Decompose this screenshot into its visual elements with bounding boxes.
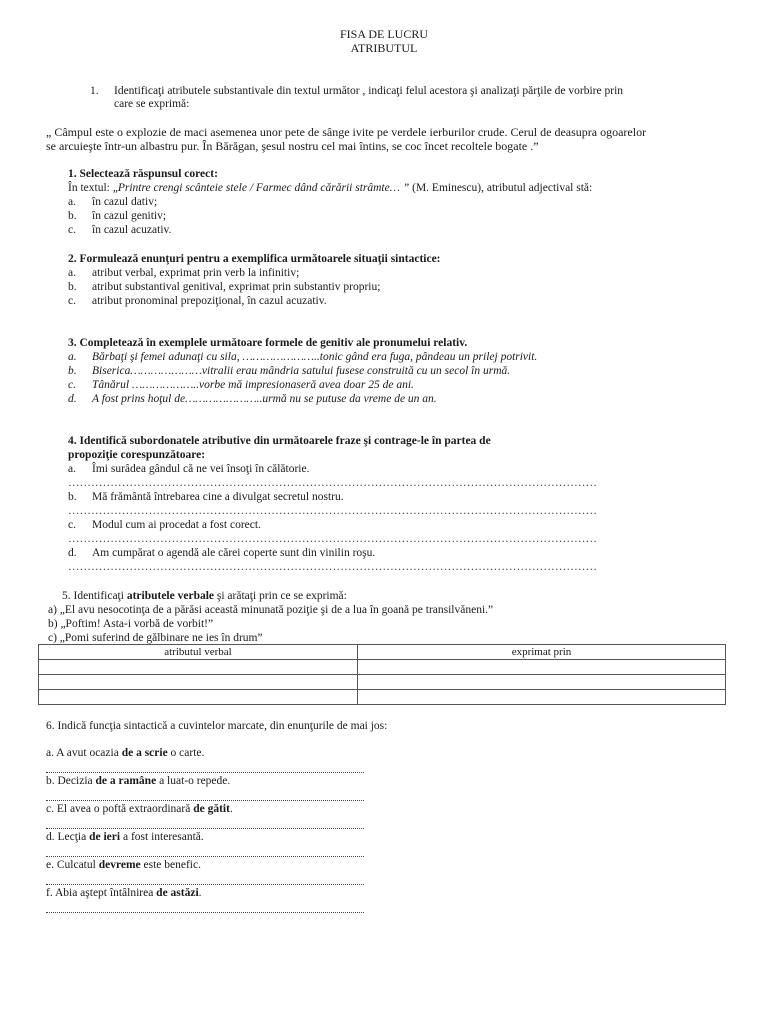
s6-answer-line-b[interactable] bbox=[46, 799, 364, 801]
s1-intro: În textul: „Printre crengi scânteie stele / Farmec dând cărării strâmte… ” (M. Eminescu), atributul adjectival stă: bbox=[68, 182, 593, 194]
s5-item-a: a) „El avu nesocotinţa de a părăsi această minunată poziţie şi de a lua în goană pe transilvăneni.” bbox=[48, 604, 494, 616]
s3-option-b: b. Biserica…………………vitralii erau mândria satului fusese construită cu un secol în urmă. bbox=[68, 365, 511, 377]
s6-title: 6. Indică funcţia sintactică a cuvintelor marcate, din enunţurile de mai jos: bbox=[46, 720, 388, 732]
s6-item-e: e. Culcatul devreme este benefic. bbox=[46, 859, 201, 871]
ex1-instruction-line1: Identificaţi atributele substantivale din textul următor , indicaţi felul acestora şi analizaţi părţile de vorbire prin bbox=[114, 85, 624, 97]
table-cell[interactable] bbox=[358, 660, 726, 675]
s3-option-d: d. A fost prins hoţul de…………………..urmă nu se putuse da vreme de un an. bbox=[68, 393, 437, 405]
s6-item-a: a. A avut ocazia de a scrie o carte. bbox=[46, 747, 205, 759]
s6-item-f: f. Abia aştept întâlnirea de astăzi. bbox=[46, 887, 202, 899]
table-cell[interactable] bbox=[358, 675, 726, 690]
s2-title: 2. Formulează enunţuri pentru a exemplifica următoarele situaţii sintactice: bbox=[68, 253, 441, 265]
s1-option-a: a. în cazul dativ; bbox=[68, 196, 158, 208]
s5-title: 5. Identificaţi atributele verbale şi arătaţi prin ce se exprimă: bbox=[62, 590, 347, 602]
s3-title: 3. Completează în exemplele următoare formele de genitiv ale pronumelui relativ. bbox=[68, 337, 468, 349]
s4-answer-line-c[interactable]: ………………………………………………………………………………………………………………………… bbox=[68, 533, 597, 545]
s3-option-c: c. Tânărul ………………..vorbe mă impresionaseră avea doar 25 de ani. bbox=[68, 379, 414, 391]
s1-title: 1. Selectează răspunsul corect: bbox=[68, 168, 218, 180]
s3-option-a: a. Bărbaţi şi femei adunaţi cu sila, …………………..tonic gând era fuga, pândeau un prilej potrivit. bbox=[68, 351, 538, 363]
s4-option-b: b. Mă frământă întrebarea cine a divulgat secretul nostru. bbox=[68, 491, 344, 503]
table-cell[interactable] bbox=[39, 675, 358, 690]
table-cell[interactable] bbox=[358, 690, 726, 705]
s4-title-line1: 4. Identifică subordonatele atributive din următoarele fraze şi contrage-le în partea de bbox=[68, 435, 491, 447]
table-row[interactable] bbox=[39, 690, 726, 705]
s2-option-c: c. atribut pronominal prepoziţional, în cazul acuzativ. bbox=[68, 295, 327, 307]
s1-option-c: c. în cazul acuzativ. bbox=[68, 224, 172, 236]
column-header-exprimat: exprimat prin bbox=[358, 645, 726, 660]
s6-answer-line-e[interactable] bbox=[46, 883, 364, 885]
s2-option-b: b. atribut substantival genitival, exprimat prin substantiv propriu; bbox=[68, 281, 381, 293]
quote-line2: se arcuieşte într-un albastru pur. În Bărăgan, şesul nostru cel mai întins, se coc încet recoltele bogate .” bbox=[46, 139, 539, 153]
table-header-row bbox=[39, 645, 726, 660]
s5-answer-table bbox=[38, 644, 726, 705]
s6-answer-line-d[interactable] bbox=[46, 855, 364, 857]
s4-answer-line-d[interactable]: ………………………………………………………………………………………………………………………… bbox=[68, 561, 597, 573]
s4-title-line2: propoziţie corespunzătoare: bbox=[68, 449, 206, 461]
s4-option-c: c. Modul cum ai procedat a fost corect. bbox=[68, 519, 261, 531]
column-header-atribut: atributul verbal bbox=[39, 645, 358, 660]
quote-line1: „ Câmpul este o explozie de maci asemenea unor pete de sânge ivite pe verdele ierburilor crude. Cerul de deasupra ogoarelor bbox=[46, 125, 647, 139]
s6-item-b: b. Decizia de a ramâne a luat-o repede. bbox=[46, 775, 231, 787]
s6-item-c: c. El avea o poftă extraordinară de gătit. bbox=[46, 803, 233, 815]
s2-option-a: a. atribut verbal, exprimat prin verb la infinitiv; bbox=[68, 267, 300, 279]
s4-option-d: d. Am cumpărat o agendă ale cărei coperte sunt din vinilin roşu. bbox=[68, 547, 376, 559]
s6-answer-line-f[interactable] bbox=[46, 911, 364, 913]
table-row[interactable] bbox=[39, 675, 726, 690]
s6-item-d: d. Lecţia de ieri a fost interesantă. bbox=[46, 831, 204, 843]
s5-item-b: b) „Poftim! Asta-i vorbă de vorbit!” bbox=[48, 618, 214, 630]
s1-option-b: b. în cazul genitiv; bbox=[68, 210, 167, 222]
worksheet-subtitle: ATRIBUTUL bbox=[350, 41, 418, 55]
table-cell[interactable] bbox=[39, 690, 358, 705]
ex1-instruction-line2: care se exprimă: bbox=[114, 98, 190, 110]
s5-item-c: c) „Pomi suferind de gălbinare ne ies în drum” bbox=[48, 632, 263, 644]
worksheet-title: FISA DE LUCRU bbox=[339, 27, 428, 41]
s6-answer-line-a[interactable] bbox=[46, 771, 364, 773]
s4-answer-line-b[interactable]: ………………………………………………………………………………………………………………………… bbox=[68, 505, 597, 517]
s4-answer-line-a[interactable]: ………………………………………………………………………………………………………………………… bbox=[68, 477, 597, 489]
ex1-number: 1. bbox=[90, 85, 99, 97]
s4-option-a: a. Îmi surâdea gândul că ne vei însoţi în călătorie. bbox=[68, 463, 310, 475]
table-cell[interactable] bbox=[39, 660, 358, 675]
table-row[interactable] bbox=[39, 660, 726, 675]
s6-answer-line-c[interactable] bbox=[46, 827, 364, 829]
